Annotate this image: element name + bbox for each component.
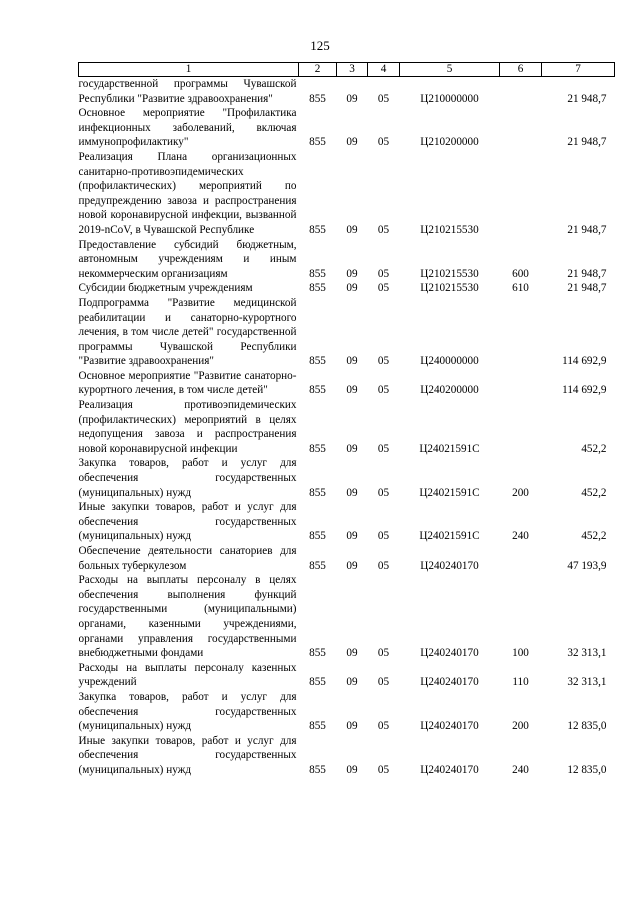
row-description: государственной программы Чувашской Республики "Развитие здравоохранения" xyxy=(78,78,297,105)
expense-type-code xyxy=(500,106,542,150)
subsection-code: 05 xyxy=(377,136,390,149)
section-code: 09 xyxy=(346,763,358,776)
table-row xyxy=(79,398,615,456)
amount: 21 948,7 xyxy=(567,136,607,149)
target-article-code: Ц240240170 xyxy=(420,647,479,660)
table-row xyxy=(79,106,615,150)
subsection-code: 05 xyxy=(377,282,390,295)
expense-type-code: 200 xyxy=(512,486,529,499)
chapter-code: 855 xyxy=(309,486,326,499)
target-article-code: Ц210215530 xyxy=(420,223,479,236)
section-code: 09 xyxy=(346,559,358,572)
row-description: Подпрограмма "Развитие медицинской реабилитации и санаторно-курортного лечения, в том числе детей" государственной программы Чувашской Республики "Развитие здравоохранения" xyxy=(78,296,297,368)
target-article-code: Ц240240170 xyxy=(420,720,479,733)
section-code: 09 xyxy=(346,442,358,455)
column-header: 6 xyxy=(500,63,542,77)
row-description: Реализация Плана организационных санитарно-противоэпидемических (профилактических) мероприятий по предупреждению завоза и распространения новой коронавирусной инфекции, вызванной 2019-nCoV, в Чувашской Республике xyxy=(78,150,297,236)
amount: 12 835,0 xyxy=(567,763,607,776)
subsection-code: 05 xyxy=(377,763,390,776)
target-article-code: Ц24021591C xyxy=(419,486,480,499)
column-header: 1 xyxy=(79,63,299,77)
table-row xyxy=(79,369,615,398)
expense-type-code: 600 xyxy=(512,267,529,280)
row-description: Основное мероприятие "Развитие санаторно-курортного лечения, в том числе детей" xyxy=(78,369,297,397)
target-article-code: Ц240000000 xyxy=(420,355,479,368)
section-code: 09 xyxy=(346,647,358,660)
chapter-code: 855 xyxy=(309,223,326,236)
amount: 21 948,7 xyxy=(567,267,607,280)
amount: 32 313,1 xyxy=(567,647,607,660)
chapter-code: 855 xyxy=(309,442,326,455)
chapter-code: 855 xyxy=(309,267,326,280)
target-article-code: Ц240200000 xyxy=(420,384,479,397)
table-row xyxy=(79,661,615,690)
subsection-code: 05 xyxy=(377,720,390,733)
expense-type-code xyxy=(500,296,542,369)
table-row xyxy=(79,150,615,238)
column-header: 3 xyxy=(337,63,368,77)
subsection-code: 05 xyxy=(377,92,390,105)
expense-type-code: 610 xyxy=(512,282,529,295)
subsection-code: 05 xyxy=(377,647,390,660)
expense-type-code: 200 xyxy=(512,720,529,733)
section-code: 09 xyxy=(346,282,358,295)
target-article-code: Ц24021591C xyxy=(419,442,480,455)
row-description: Иные закупки товаров, работ и услуг для обеспечения государственных (муниципальных) нужд xyxy=(78,734,297,776)
amount: 452,2 xyxy=(581,486,607,499)
section-code: 09 xyxy=(346,223,358,236)
chapter-code: 855 xyxy=(309,136,326,149)
subsection-code: 05 xyxy=(377,267,390,280)
expense-type-code: 100 xyxy=(512,647,529,660)
budget-table xyxy=(78,62,615,778)
table-row xyxy=(79,690,615,734)
chapter-code: 855 xyxy=(309,355,326,368)
amount: 47 193,9 xyxy=(567,559,607,572)
table-row xyxy=(79,734,615,778)
expense-type-code xyxy=(500,544,542,573)
section-code: 09 xyxy=(346,267,358,280)
table-row xyxy=(79,573,615,661)
section-code: 09 xyxy=(346,676,358,689)
target-article-code: Ц24021591C xyxy=(419,530,480,543)
row-description: Основное мероприятие "Профилактика инфекционных заболеваний, включая иммунопрофилактику" xyxy=(78,107,297,149)
target-article-code: Ц240240170 xyxy=(420,559,479,572)
amount: 32 313,1 xyxy=(567,676,607,689)
chapter-code: 855 xyxy=(309,676,326,689)
row-description: Расходы на выплаты персоналу в целях обеспечения выполнения функций государственными (муниципальными) органами, казенными учреждениями, органами управления государственными внебюджетными фондами xyxy=(78,574,297,660)
chapter-code: 855 xyxy=(309,720,326,733)
target-article-code: Ц210000000 xyxy=(420,92,479,105)
column-header: 5 xyxy=(400,63,500,77)
target-article-code: Ц210215530 xyxy=(420,267,479,280)
amount: 452,2 xyxy=(581,442,607,455)
subsection-code: 05 xyxy=(377,530,390,543)
row-description: Реализация противоэпидемических (профилактических) мероприятий в целях недопущения завоза и распространения новой коронавирусной инфекции xyxy=(78,399,297,455)
subsection-code: 05 xyxy=(377,223,390,236)
subsection-code: 05 xyxy=(377,442,390,455)
amount: 114 692,9 xyxy=(562,355,607,368)
table-row xyxy=(79,456,615,500)
column-header: 4 xyxy=(368,63,400,77)
target-article-code: Ц240240170 xyxy=(420,763,479,776)
table-row xyxy=(79,77,615,107)
subsection-code: 05 xyxy=(377,355,390,368)
subsection-code: 05 xyxy=(377,559,390,572)
section-code: 09 xyxy=(346,384,358,397)
target-article-code: Ц210200000 xyxy=(420,136,479,149)
expense-type-code xyxy=(500,369,542,398)
row-description: Иные закупки товаров, работ и услуг для обеспечения государственных (муниципальных) нужд xyxy=(78,501,297,543)
row-description: Субсидии бюджетным учреждениям xyxy=(78,282,253,295)
table-body xyxy=(79,77,615,778)
expense-type-code: 110 xyxy=(512,676,529,689)
page-number: 125 xyxy=(310,38,330,53)
amount: 12 835,0 xyxy=(567,720,607,733)
section-code: 09 xyxy=(346,92,358,105)
chapter-code: 855 xyxy=(309,384,326,397)
expense-type-code xyxy=(500,398,542,456)
section-code: 09 xyxy=(346,355,358,368)
table-row xyxy=(79,544,615,573)
amount: 452,2 xyxy=(581,530,607,543)
subsection-code: 05 xyxy=(377,486,390,499)
chapter-code: 855 xyxy=(309,763,326,776)
expense-type-code: 240 xyxy=(512,763,529,776)
chapter-code: 855 xyxy=(309,559,326,572)
row-description: Предоставление субсидий бюджетным, автономным учреждениям и иным некоммерческим организациям xyxy=(78,238,297,280)
subsection-code: 05 xyxy=(377,676,390,689)
amount: 21 948,7 xyxy=(567,223,607,236)
expense-type-code xyxy=(500,77,542,107)
table-row xyxy=(79,500,615,544)
row-description: Обеспечение деятельности санаториев для больных туберкулезом xyxy=(78,545,297,572)
table-row xyxy=(79,281,615,296)
column-header: 7 xyxy=(542,63,615,77)
row-description: Расходы на выплаты персоналу казенных учреждений xyxy=(78,661,297,689)
expense-type-code: 240 xyxy=(512,530,529,543)
amount: 21 948,7 xyxy=(567,282,607,295)
column-header: 2 xyxy=(299,63,337,77)
target-article-code: Ц240240170 xyxy=(420,676,479,689)
amount: 21 948,7 xyxy=(567,92,607,105)
chapter-code: 855 xyxy=(309,92,326,105)
chapter-code: 855 xyxy=(309,647,326,660)
expense-type-code xyxy=(500,150,542,238)
row-description: Закупка товаров, работ и услуг для обеспечения государственных (муниципальных) нужд xyxy=(78,690,297,733)
section-code: 09 xyxy=(346,720,358,733)
section-code: 09 xyxy=(346,136,358,149)
chapter-code: 855 xyxy=(309,530,326,543)
section-code: 09 xyxy=(346,486,358,499)
table-header-row xyxy=(79,63,615,77)
target-article-code: Ц210215530 xyxy=(420,282,479,295)
subsection-code: 05 xyxy=(377,384,390,397)
chapter-code: 855 xyxy=(309,282,326,295)
table-row xyxy=(79,238,615,282)
section-code: 09 xyxy=(346,530,358,543)
table-row xyxy=(79,296,615,369)
row-description: Закупка товаров, работ и услуг для обеспечения государственных (муниципальных) нужд xyxy=(78,457,297,499)
amount: 114 692,9 xyxy=(562,384,607,397)
